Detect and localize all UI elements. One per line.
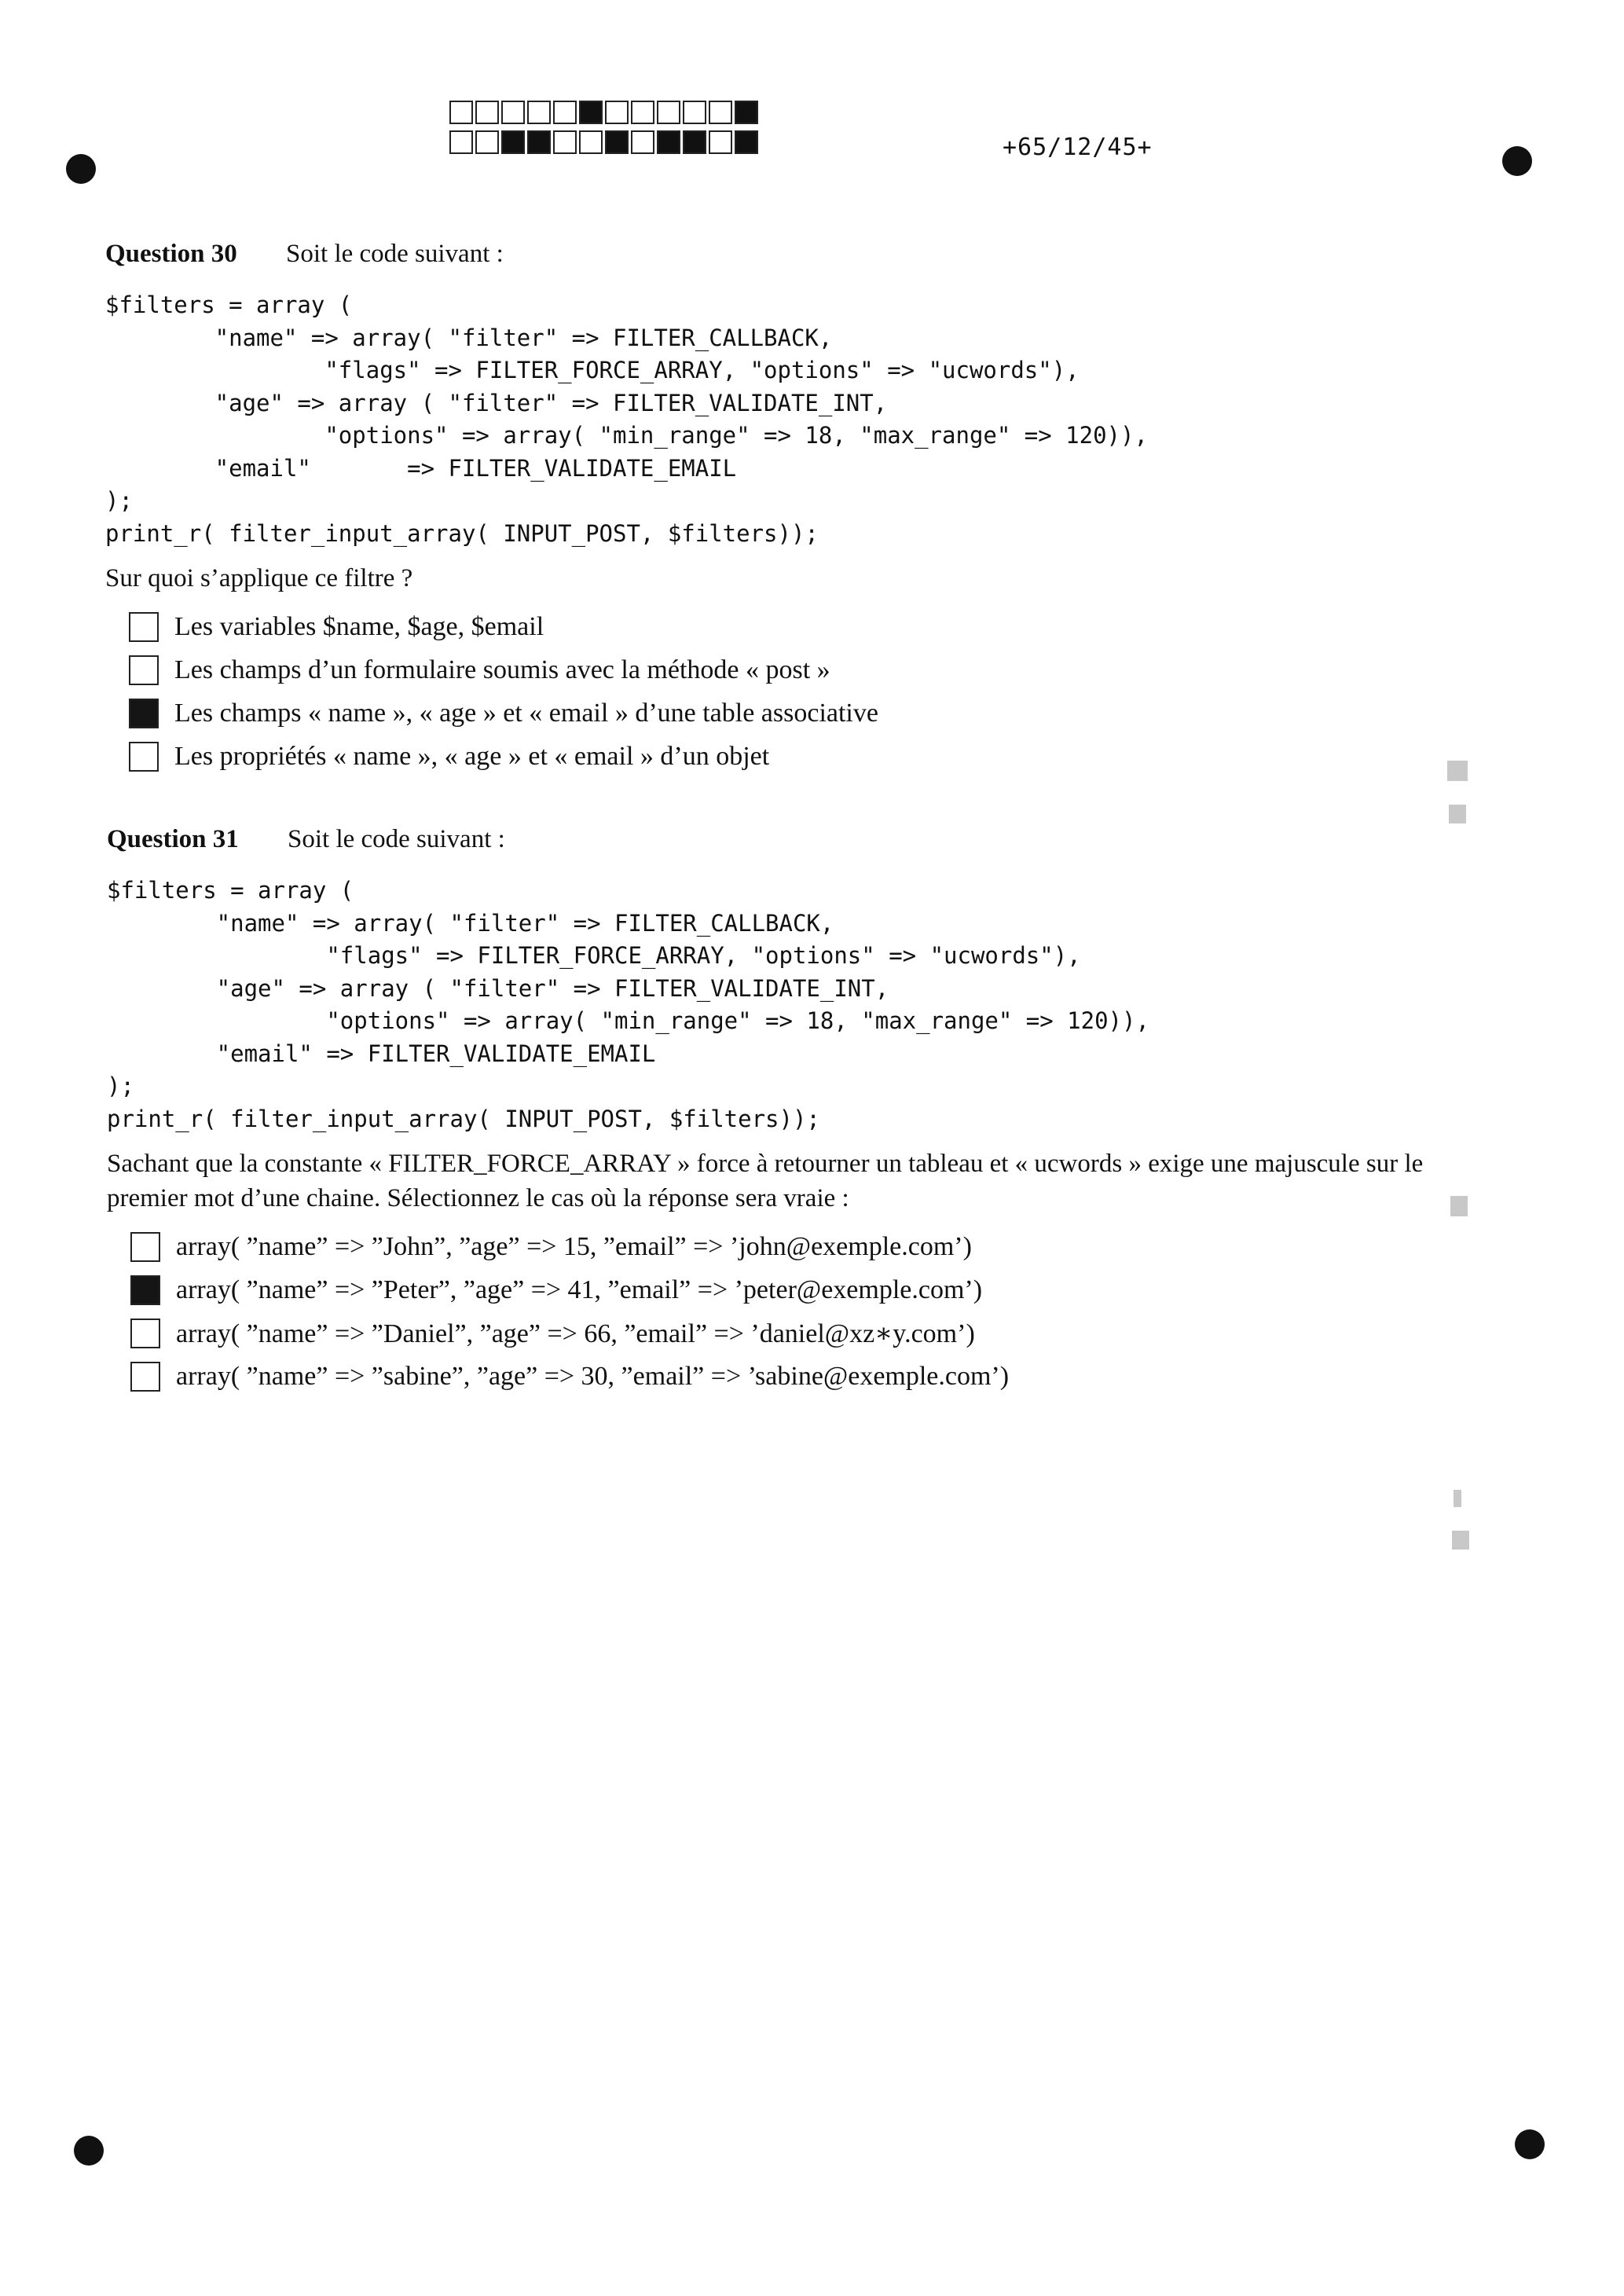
question-number: Question 30 [105,240,237,268]
prompt-line: premier mot d’une chaine. Sélectionnez le cas où la réponse sera vraie : [107,1184,849,1212]
question-number: Question 31 [107,825,239,853]
code-line: print_r( filter_input_array( INPUT_POST, $filters)); [105,519,819,547]
registration-mark-bottom-left [74,2136,104,2166]
scan-artifact [1447,761,1468,781]
answer-choice[interactable] [130,1225,1537,1268]
question-prompt: Sur quoi s’applique ce filtre ? [105,564,413,592]
code-cell [527,130,551,154]
code-cell [501,130,525,154]
question-intro: Soit le code suivant : [286,240,504,268]
code-line: "email" => FILTER_VALIDATE_EMAIL [107,1040,656,1067]
answer-choice[interactable] [129,605,1535,648]
code-row-top [449,101,761,124]
code-cell [631,101,654,124]
answer-checkbox[interactable] [130,1232,160,1262]
code-line: "email" => FILTER_VALIDATE_EMAIL [105,454,737,482]
code-line: $filters = array ( [107,877,354,904]
code-line: "options" => array( "min_range" => 18, "max_range" => 120)), [105,422,1148,449]
prompt-line: Sachant que la constante « FILTER_FORCE_ARRAY » force à retourner un tableau et « ucwords » exige une majuscule sur le [107,1150,1424,1178]
code-cell [709,130,732,154]
code-cell [449,101,473,124]
code-line: ); [105,487,133,514]
code-line: print_r( filter_input_array( INPUT_POST, $filters)); [107,1105,820,1132]
answer-label: Les champs « name », « age » et « email » d’une table associative [174,698,878,728]
code-line: "flags" => FILTER_FORCE_ARRAY, "options" => "ucwords"), [107,942,1081,969]
code-cell [553,101,577,124]
code-cell [449,130,473,154]
scan-artifact [1452,1531,1469,1550]
scan-artifact [1450,1196,1468,1216]
sheet-code-grid [449,101,761,154]
code-row-bottom [449,130,761,154]
registration-mark-top-left [66,154,96,184]
choice-list [130,1225,1537,1398]
code-cell [605,130,629,154]
code-block [105,289,1535,550]
code-line: "age" => array ( "filter" => FILTER_VALIDATE_INT, [107,974,889,1002]
question-intro: Soit le code suivant : [288,825,505,853]
code-cell [605,101,629,124]
code-cell [553,130,577,154]
answer-checkbox[interactable] [130,1362,160,1392]
answer-label: array( ”name” => ”Peter”, ”age” => 41, ”email” => ’peter@exemple.com’) [176,1275,983,1304]
code-line: ); [107,1073,134,1099]
code-line: $filters = array ( [105,292,353,318]
sheet-id: +65/12/45+ [1003,134,1153,161]
question-header [105,240,1535,269]
answer-label: array( ”name” => ”John”, ”age” => 15, ”email” => ’john@exemple.com’) [176,1231,972,1261]
code-cell [579,101,603,124]
code-line: "options" => array( "min_range" => 18, "max_range" => 120)), [107,1007,1149,1034]
answer-checkbox[interactable] [129,742,159,772]
code-cell [657,101,680,124]
code-cell [631,130,654,154]
code-line: "age" => array ( "filter" => FILTER_VALIDATE_INT, [105,389,888,416]
answer-checkbox[interactable] [129,655,159,685]
question-header [107,825,1537,854]
code-cell [475,130,499,154]
code-cell [501,101,525,124]
code-line: "name" => array( "filter" => FILTER_CALLBACK, [107,909,834,937]
code-cell [683,130,706,154]
answer-label: Les variables $name, $age, $email [174,611,544,641]
code-cell [735,130,758,154]
code-cell [709,101,732,124]
answer-choice[interactable] [129,735,1535,778]
code-line: "name" => array( "filter" => FILTER_CALLBACK, [105,324,833,351]
answer-checkbox[interactable] [129,612,159,642]
code-cell [657,130,680,154]
code-line: "flags" => FILTER_FORCE_ARRAY, "options" => "ucwords"), [105,357,1080,383]
answer-checkbox[interactable] [130,1275,160,1305]
code-cell [579,130,603,154]
answer-choice[interactable] [129,648,1535,691]
answer-label: array( ”name” => ”Daniel”, ”age” => 66, ”email” => ’daniel@xz∗y.com’) [176,1319,975,1348]
registration-mark-bottom-right [1515,2129,1545,2159]
answer-label: Les champs d’un formulaire soumis avec la méthode « post » [174,655,830,684]
question-prompt [107,1146,1537,1216]
registration-mark-top-right [1502,146,1532,176]
answer-choice[interactable] [129,691,1535,735]
answer-checkbox[interactable] [129,699,159,728]
choice-list [129,605,1535,778]
question-31 [107,825,1537,1398]
code-cell [735,101,758,124]
code-cell [683,101,706,124]
code-cell [527,101,551,124]
answer-checkbox[interactable] [130,1319,160,1348]
answer-choice[interactable] [130,1355,1537,1398]
scan-artifact [1454,1490,1461,1507]
answer-label: array( ”name” => ”sabine”, ”age” => 30, ”email” => ’sabine@exemple.com’) [176,1361,1010,1391]
answer-choice[interactable] [130,1268,1537,1311]
answer-choice[interactable] [130,1311,1537,1355]
answer-label: Les propriétés « name », « age » et « email » d’un objet [174,741,770,771]
code-cell [475,101,499,124]
scan-artifact [1449,805,1466,823]
code-block [107,875,1537,1135]
question-30 [105,240,1535,778]
